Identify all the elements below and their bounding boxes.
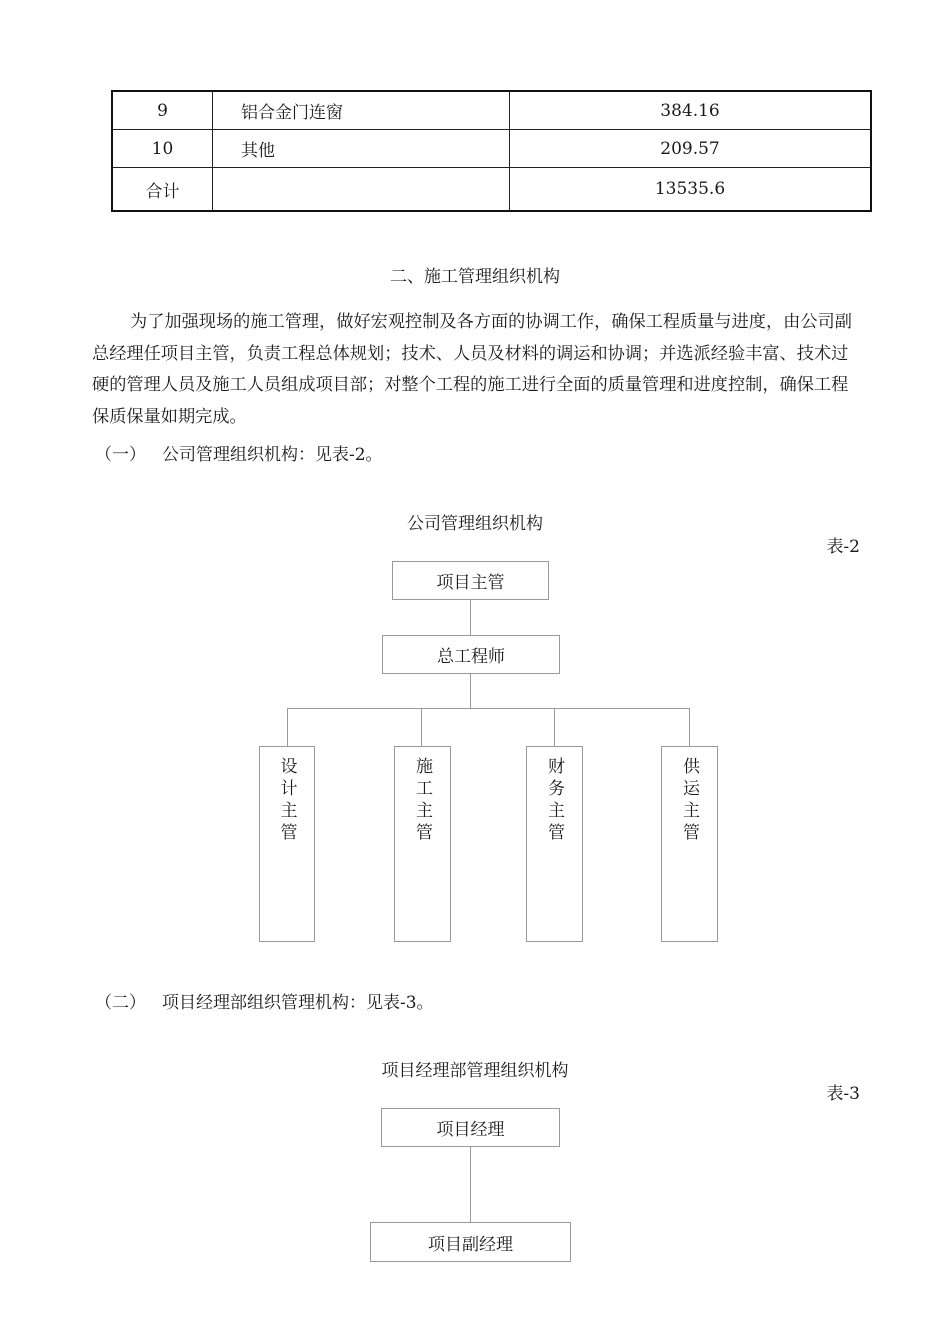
org-box-label: 设计主管 <box>276 757 297 845</box>
connector-line <box>287 708 288 746</box>
item-value: 209.57 <box>510 130 872 168</box>
org-box-chief-engineer <box>382 635 560 674</box>
section-title: 二、施工管理组织机构 <box>390 267 560 287</box>
org-box-supply-manager <box>661 746 718 942</box>
org-box-deputy-project-manager <box>370 1222 571 1262</box>
connector-line <box>470 600 471 635</box>
org-box-label: 施工主管 <box>412 757 432 845</box>
org-box-label: 总工程师 <box>437 647 505 667</box>
total-value: 13535.6 <box>510 168 872 212</box>
org-box-finance-manager <box>526 746 583 942</box>
item-value: 384.16 <box>510 91 872 130</box>
chart2-table-number: 表-2 <box>826 537 860 557</box>
org-box-label: 项目主管 <box>436 573 505 593</box>
org-box-label: 财务主管 <box>544 757 564 845</box>
connector-line-horizontal <box>287 708 690 709</box>
org-box-label: 项目副经理 <box>428 1234 513 1255</box>
subsection-text: 公司管理组织机构：见表-2。 <box>162 445 383 465</box>
subsection-text: 项目经理部组织管理机构：见表-3。 <box>162 993 434 1013</box>
item-name: 铝合金门连窗 <box>213 91 510 130</box>
org-box-label: 供运主管 <box>679 757 699 845</box>
chart2-title: 公司管理组织机构 <box>407 514 543 534</box>
connector-line <box>470 674 471 708</box>
row-number: 9 <box>112 91 213 130</box>
subsection-label: （二） <box>95 993 146 1013</box>
intro-paragraph: 为了加强现场的施工管理，做好宏观控制及各方面的协调工作，确保工程质量与进度，由公司副总经理任项目主管，负责工程总体规划；技术、人员及材料的调运和协调；并选派经验丰富、技术过硬的管理人员及施工人员组成项目部；对整个工程的施工进行全面的质量管理和进度控制，确保工程保质保量如期完成。 <box>92 312 852 427</box>
org-box-design-manager <box>259 746 315 942</box>
row-number: 10 <box>112 130 213 168</box>
table-row <box>112 130 871 168</box>
chart3-table-number: 表-3 <box>826 1084 860 1104</box>
item-name: 其他 <box>213 130 510 168</box>
org-box-construction-manager <box>394 746 451 942</box>
chart3-title: 项目经理部管理组织机构 <box>381 1061 569 1081</box>
table-row <box>112 91 871 130</box>
org-box-project-director <box>392 561 549 600</box>
subsection-label: （一） <box>95 445 146 465</box>
connector-line <box>421 708 422 746</box>
total-label: 合计 <box>112 168 213 212</box>
connector-line <box>554 708 555 746</box>
cost-table <box>111 90 872 212</box>
table-row-total <box>112 168 871 212</box>
connector-line <box>470 1147 471 1222</box>
connector-line <box>689 708 690 746</box>
subsection-heading-1 <box>95 440 383 465</box>
org-box-project-manager <box>381 1108 560 1147</box>
org-box-label: 项目经理 <box>436 1120 505 1140</box>
item-name <box>213 168 510 212</box>
subsection-heading-2 <box>95 988 434 1013</box>
